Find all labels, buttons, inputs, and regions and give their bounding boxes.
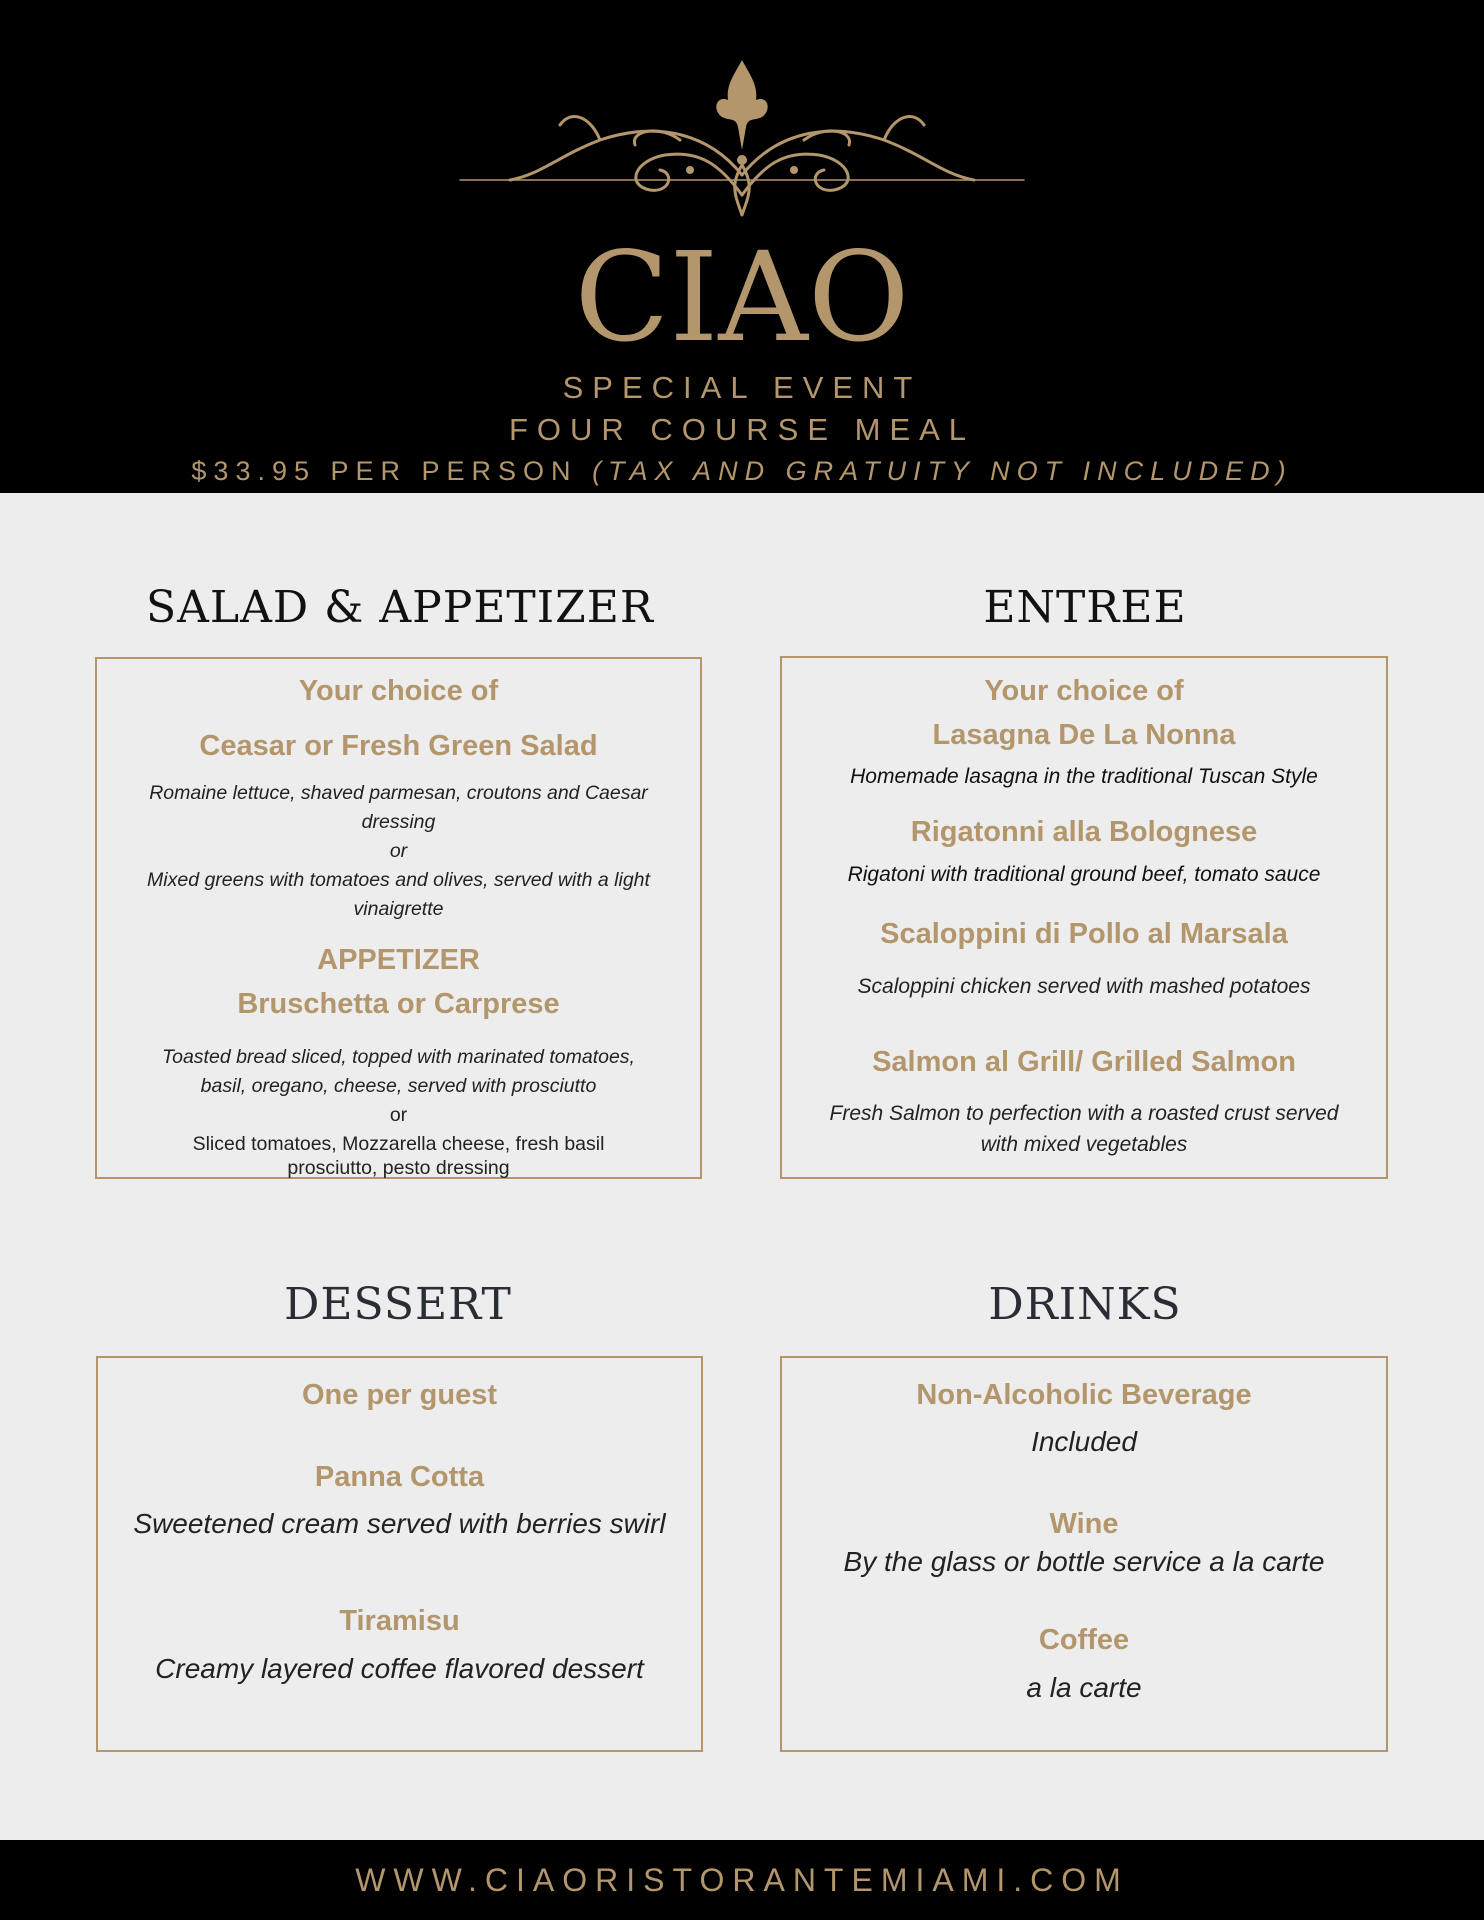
- appetizer-desc-line: basil, oregano, cheese, served with prosciutto: [200, 1075, 597, 1097]
- drinks-item: Coffee: [1038, 1624, 1130, 1656]
- section-title-salad: SALAD & APPETIZER: [146, 582, 654, 633]
- salad-choice-label: Your choice of: [298, 675, 499, 707]
- entree-item: Salmon al Grill/ Grilled Salmon: [872, 1046, 1296, 1078]
- website-link[interactable]: WWW.CIAORISTORANTEMIAMI.COM: [355, 1862, 1129, 1898]
- dessert-desc: Creamy layered coffee flavored dessert: [155, 1653, 644, 1684]
- drinks-item: Non-Alcoholic Beverage: [916, 1379, 1252, 1411]
- appetizer-desc-line: Sliced tomatoes, Mozzarella cheese, fresh basil: [192, 1133, 605, 1155]
- appetizer-or: or: [389, 1104, 408, 1126]
- section-title-entree: ENTREE: [983, 582, 1187, 633]
- salad-options: Ceasar or Fresh Green Salad: [199, 730, 598, 762]
- drinks-desc: By the glass or bottle service a la carte: [843, 1546, 1325, 1577]
- price: $33.95 PER PERSON: [191, 456, 578, 486]
- entree-desc: with mixed vegetables: [980, 1133, 1188, 1156]
- salad-desc-line: Mixed greens with tomatoes and olives, served with a light: [147, 869, 650, 891]
- salad-desc-line: vinaigrette: [353, 898, 444, 920]
- entree-desc: Rigatoni with traditional ground beef, tomato sauce: [847, 863, 1321, 886]
- event-title: SPECIAL EVENT: [562, 370, 922, 405]
- footer-banner: [0, 1840, 1484, 1920]
- drinks-card: [780, 1356, 1388, 1752]
- appetizer-desc-line: prosciutto, pesto dressing: [287, 1157, 510, 1179]
- entree-choice-label: Your choice of: [984, 675, 1184, 707]
- price-note: (TAX AND GRATUITY NOT INCLUDED): [592, 456, 1293, 486]
- entree-card: [780, 656, 1388, 1179]
- salad-card: [95, 657, 702, 1179]
- dessert-card: [96, 1356, 703, 1752]
- dessert-item: Tiramisu: [339, 1605, 460, 1637]
- entree-desc: Homemade lasagna in the traditional Tuscan Style: [850, 765, 1318, 788]
- drinks-desc: Included: [1031, 1426, 1137, 1457]
- salad-desc-line: Romaine lettuce, shaved parmesan, croutons and Caesar: [149, 782, 648, 804]
- entree-item: Lasagna De La Nonna: [932, 719, 1236, 751]
- entree-desc: Scaloppini chicken served with mashed potatoes: [857, 975, 1311, 998]
- drinks-desc: a la carte: [1026, 1672, 1142, 1703]
- dessert-note: One per guest: [302, 1379, 497, 1411]
- entree-item: Rigatonni alla Bolognese: [910, 816, 1258, 848]
- ornament-icon: [450, 55, 1034, 225]
- section-title-drinks: DRINKS: [988, 1279, 1182, 1330]
- salad-desc-line: dressing: [361, 811, 436, 833]
- appetizer-label: APPETIZER: [317, 944, 480, 976]
- header-banner: [0, 0, 1484, 493]
- appetizer-desc-line: Toasted bread sliced, topped with marinated tomatoes,: [162, 1046, 635, 1068]
- dessert-item: Panna Cotta: [314, 1461, 485, 1493]
- section-title-dessert: DESSERT: [284, 1279, 512, 1330]
- drinks-item: Wine: [1049, 1508, 1119, 1540]
- appetizer-options: Bruschetta or Carprese: [237, 988, 560, 1020]
- brand-logo-text: CIAO: [574, 226, 910, 370]
- dessert-desc: Sweetened cream served with berries swirl: [133, 1508, 666, 1539]
- price-line: [0, 452, 1484, 490]
- salad-or: or: [389, 840, 408, 862]
- entree-desc: Fresh Salmon to perfection with a roasted crust served: [829, 1102, 1339, 1125]
- meal-subtitle: FOUR COURSE MEAL: [508, 412, 976, 447]
- entree-item: Scaloppini di Pollo al Marsala: [880, 918, 1288, 950]
